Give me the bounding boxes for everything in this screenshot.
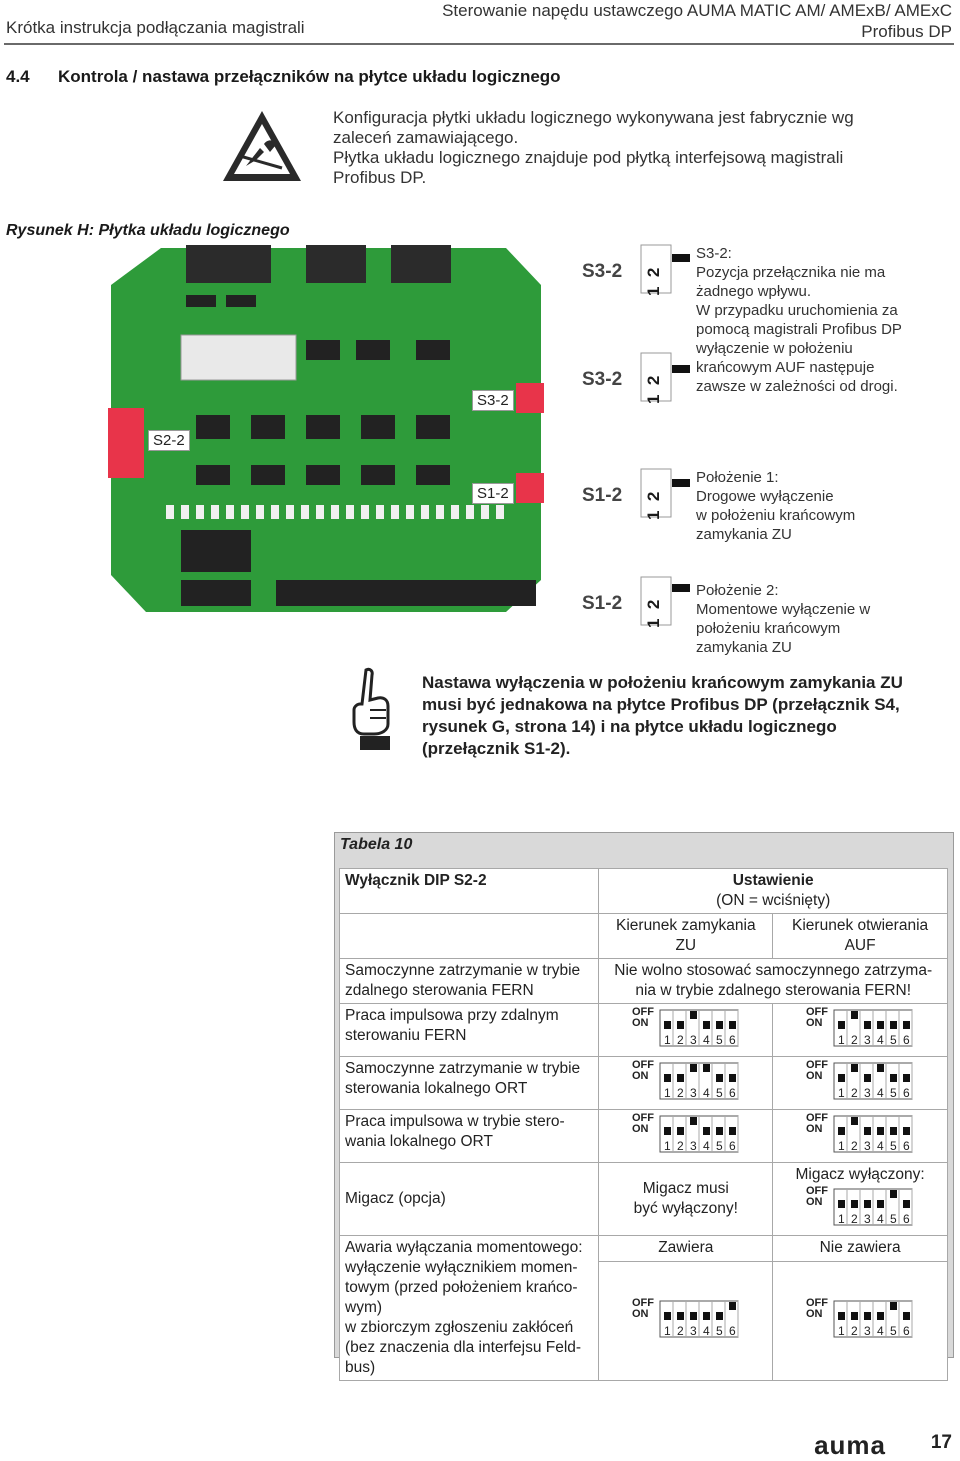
header-left-title: Krótka instrukcja podłączania magistrali (6, 18, 305, 37)
dip-toggle (664, 1127, 671, 1135)
row-label: Praca impulsowa w trybie stero- wania lokalnego ORT (340, 1110, 599, 1163)
dip-toggle (703, 1021, 710, 1029)
dip-digit: 4 (877, 1324, 884, 1338)
auma-logo: auma (814, 1430, 886, 1460)
dip-toggle (877, 1127, 884, 1135)
dip-toggle (716, 1312, 723, 1320)
dip-digit: 5 (715, 1086, 723, 1100)
dip-digit: 5 (715, 1324, 723, 1338)
dip-toggle (851, 1064, 858, 1072)
dip-digit: 4 (877, 1139, 884, 1153)
dip-toggle (838, 1200, 845, 1208)
dip-toggle (903, 1200, 910, 1208)
text-line: W przypadku uruchomienia za (696, 302, 898, 319)
dip-digit: 6 (728, 1324, 736, 1338)
dip-digit: 5 (890, 1324, 897, 1338)
dip-toggle (690, 1064, 697, 1072)
dip-digit: 4 (877, 1212, 884, 1226)
dip-switch-diagram (630, 1297, 742, 1339)
settings-subheader: (ON = wciśnięty) (716, 892, 831, 909)
s12-pos1-description (696, 468, 956, 544)
blinker-close-cell: Migacz musi być wyłączony! (599, 1163, 773, 1236)
board-label-s12: S1-2 (472, 483, 514, 504)
dip-switch-diagram (804, 1112, 916, 1154)
dip-digit: 2 (676, 1324, 684, 1338)
dip-cell-close (599, 1004, 773, 1057)
dip-digit: 2 (676, 1139, 684, 1153)
switch-digits: 1 2 (644, 375, 663, 404)
text-line: Położenie 1: (696, 469, 779, 486)
dip-toggle (677, 1074, 684, 1082)
text-line: krańcowym AUF następuje (696, 359, 875, 376)
dip-toggle (703, 1064, 710, 1072)
section-number: 4.4 (6, 67, 30, 86)
intro-line: zaleceń zamawiającego. (333, 128, 519, 147)
dip-toggle (864, 1312, 871, 1320)
switch-code: S1-2 (582, 593, 623, 614)
dip-toggle (838, 1021, 845, 1029)
dip-toggle (677, 1127, 684, 1135)
note-line: Nastawa wyłączenia w położeniu krańcowym zamykania ZU (422, 673, 903, 692)
dip-switch-diagram (630, 1006, 742, 1048)
dip-on-label: ON (631, 1070, 649, 1082)
dip-digit: 3 (689, 1033, 697, 1047)
table-row (340, 1057, 948, 1110)
torque-open-label: Nie zawiera (773, 1236, 948, 1262)
merged-setting-cell: Nie wolno stosować samoczynnego zatrzyma- nia w trybie zdalnego sterowania FERN! (599, 959, 948, 1004)
dip-off-label: OFF (631, 1059, 654, 1071)
dip-switch-diagram (630, 1112, 742, 1154)
text-line: zawsze w zależności od drogi. (696, 378, 898, 395)
dip-off-label: OFF (631, 1112, 654, 1124)
dip-toggle (864, 1127, 871, 1135)
dip-off-label: OFF (806, 1059, 829, 1071)
dir-open-header: Kierunek otwierania AUF (773, 914, 948, 959)
row-label: Samoczynne zatrzymanie w trybie sterowania lokalnego ORT (340, 1057, 599, 1110)
dip-off-label: OFF (631, 1297, 654, 1309)
dip-digit: 5 (890, 1212, 897, 1226)
dip-digit: 4 (702, 1324, 710, 1338)
dip-toggle (716, 1127, 723, 1135)
dip-toggle (729, 1127, 736, 1135)
dip-digit: 5 (890, 1033, 897, 1047)
dip-toggle (716, 1074, 723, 1082)
dip-toggle (864, 1021, 871, 1029)
dip-toggle (690, 1117, 697, 1125)
dip-digit: 2 (851, 1212, 858, 1226)
dip-toggle (729, 1302, 736, 1310)
dip-digit: 2 (676, 1086, 684, 1100)
dip-toggle (903, 1074, 910, 1082)
dip-off-label: OFF (806, 1185, 829, 1197)
dip-cell-close (599, 1262, 773, 1381)
dip-on-label: ON (806, 1017, 823, 1029)
s12-pos2-description (696, 581, 956, 657)
intro-line: Płytka układu logicznego znajduje pod płytką interfejsową magistrali (333, 148, 844, 167)
section-title: Kontrola / nastawa przełączników na płytce układu logicznego (58, 67, 561, 86)
dip-switch-diagram (804, 1185, 916, 1227)
dip-digit: 2 (851, 1139, 858, 1153)
blinker-open-cell: Migacz wyłączony: OFF ON 1 2 3 4 5 6 (773, 1163, 948, 1236)
dip-off-label: OFF (806, 1112, 829, 1124)
note-line: (przełącznik S1-2). (422, 739, 571, 758)
torque-close-label: Zawiera (599, 1236, 773, 1262)
header-rule (4, 43, 954, 45)
s32-description (696, 244, 956, 396)
empty-cell (340, 914, 599, 959)
figure-title: Rysunek H: Płytka układu logicznego (6, 222, 290, 239)
dip-cell-open (773, 1057, 948, 1110)
dip-digit: 3 (689, 1086, 697, 1100)
dip-on-label: ON (806, 1123, 823, 1135)
dip-digit: 6 (903, 1212, 910, 1226)
text-line: żadnego wpływu. (696, 283, 812, 300)
dip-digit: 1 (838, 1212, 845, 1226)
dip-digit: 3 (864, 1033, 871, 1047)
dip-toggle (890, 1190, 897, 1198)
dip-on-label: ON (806, 1308, 823, 1320)
dip-digit: 4 (702, 1139, 710, 1153)
intro-line: Profibus DP. (333, 168, 427, 187)
pointing-hand-icon (348, 666, 396, 752)
dip-digit: 6 (728, 1086, 736, 1100)
text-line: Pozycja przełącznika nie ma (696, 264, 886, 281)
dip-toggle (690, 1312, 697, 1320)
dip-toggle (903, 1127, 910, 1135)
dip-digit: 6 (728, 1139, 736, 1153)
row-label: Praca impulsowa przy zdalnym sterowaniu FERN (340, 1004, 599, 1057)
dip-toggle (664, 1074, 671, 1082)
dip-on-label: ON (631, 1017, 649, 1029)
dip-toggle (864, 1200, 871, 1208)
table-row (340, 1236, 948, 1262)
dip-digit: 2 (851, 1033, 858, 1047)
dip-digit: 4 (877, 1033, 884, 1047)
dip-toggle (890, 1074, 897, 1082)
dip-digit: 3 (864, 1139, 871, 1153)
dip-digit: 6 (903, 1086, 910, 1100)
dip-toggle (851, 1200, 858, 1208)
table-row (340, 1110, 948, 1163)
dip-digit: 5 (890, 1139, 897, 1153)
intro-text (333, 108, 933, 188)
dip-toggle (729, 1074, 736, 1082)
text-line: Momentowe wyłączenie w (696, 601, 871, 618)
dip-digit: 1 (838, 1033, 845, 1047)
row-label: Migacz (opcja) (340, 1163, 599, 1236)
dip-cell-open (773, 1110, 948, 1163)
note-line: musi być jednakowa na płytce Profibus DP (przełącznik S4, (422, 695, 900, 714)
dip-toggle (690, 1011, 697, 1019)
dip-off-label: OFF (806, 1006, 829, 1018)
dip-toggle (729, 1021, 736, 1029)
dip-digit: 1 (663, 1139, 671, 1153)
dip-digit: 3 (689, 1324, 697, 1338)
dip-on-label: ON (806, 1070, 823, 1082)
dip-toggle (851, 1011, 858, 1019)
table-header-row (340, 869, 948, 914)
dip-digit: 3 (864, 1212, 871, 1226)
dip-digit: 3 (864, 1086, 871, 1100)
dip-toggle (851, 1117, 858, 1125)
table-row (340, 1163, 948, 1236)
dip-digit: 2 (851, 1086, 858, 1100)
dir-close-header: Kierunek zamykania ZU (599, 914, 773, 959)
dip-digit: 5 (715, 1139, 723, 1153)
header-right-line1: Sterowanie napędu ustawczego AUMA MATIC AM/ AMExB/ AMExC (442, 1, 952, 20)
intro-line: Konfiguracja płytki układu logicznego wykonywana jest fabrycznie wg (333, 108, 854, 127)
dip-digit: 6 (903, 1324, 910, 1338)
dip-digit: 1 (838, 1324, 845, 1338)
section-heading (6, 67, 561, 87)
text-line: zamykania ZU (696, 639, 792, 656)
dip-toggle (716, 1021, 723, 1029)
table-title: Tabela 10 (340, 836, 413, 853)
dip-switch-diagram (630, 1059, 742, 1101)
dip-toggle (877, 1312, 884, 1320)
dip-toggle (877, 1064, 884, 1072)
dip-digit: 1 (663, 1033, 671, 1047)
row-label: Samoczynne zatrzymanie w trybie zdalnego sterowania FERN (340, 959, 599, 1004)
text-line: S3-2: (696, 245, 732, 262)
dip-toggle (703, 1127, 710, 1135)
dip-switch-diagram (804, 1059, 916, 1101)
dip-toggle (838, 1127, 845, 1135)
text-line: zamykania ZU (696, 526, 792, 543)
dip-toggle (838, 1074, 845, 1082)
dip-digit: 5 (890, 1086, 897, 1100)
dip-toggle (890, 1127, 897, 1135)
dip-digit: 6 (903, 1033, 910, 1047)
note-line: rysunek G, strona 14) i na płytce układu logicznego (422, 717, 837, 736)
board-label-s32: S3-2 (472, 390, 514, 411)
dip-on-label: ON (631, 1308, 649, 1320)
dip-toggle (851, 1312, 858, 1320)
dip-cell-open (773, 1004, 948, 1057)
dip-digit: 5 (715, 1033, 723, 1047)
dip-toggle (903, 1312, 910, 1320)
dip-off-label: OFF (631, 1006, 654, 1018)
switch-digits: 1 2 (644, 599, 663, 628)
text-line: Drogowe wyłączenie (696, 488, 834, 505)
dip-switch-diagram (804, 1006, 916, 1048)
dip-toggle (677, 1312, 684, 1320)
text-line: wyłączenie w położeniu (696, 340, 853, 357)
col-header-settings (599, 869, 948, 914)
dip-digit: 3 (864, 1324, 871, 1338)
esd-warning-icon (220, 108, 304, 184)
dip-toggle (864, 1074, 871, 1082)
dip-toggle (838, 1312, 845, 1320)
dip-on-label: ON (631, 1123, 649, 1135)
dip-toggle (877, 1200, 884, 1208)
dip-toggle (903, 1021, 910, 1029)
dip-digit: 2 (676, 1033, 684, 1047)
switch-code: S3-2 (582, 369, 623, 390)
dip-digit: 2 (851, 1324, 858, 1338)
dip-toggle (890, 1302, 897, 1310)
dip-toggle (664, 1312, 671, 1320)
board-label-s22: S2-2 (148, 430, 190, 451)
col-header-switch: Wyłącznik DIP S2-2 (340, 869, 599, 914)
dip-digit: 3 (689, 1139, 697, 1153)
table-row (340, 1004, 948, 1057)
dip-cell-close (599, 1110, 773, 1163)
switch-code: S1-2 (582, 485, 623, 506)
table-row (340, 959, 948, 1004)
dip-toggle (703, 1312, 710, 1320)
dip-switch-diagram (804, 1297, 916, 1339)
text-line: pomocą magistrali Profibus DP (696, 321, 902, 338)
dip-digit: 4 (702, 1033, 710, 1047)
dip-off-label: OFF (806, 1297, 829, 1309)
text-line: w położeniu krańcowym (696, 507, 856, 524)
dip-toggle (877, 1021, 884, 1029)
dip-digit: 1 (663, 1086, 671, 1100)
switch-digits: 1 2 (644, 491, 663, 520)
switch-code: S3-2 (582, 261, 623, 282)
header-right-title (442, 0, 952, 42)
dip-cell-open (773, 1262, 948, 1381)
dip-digit: 6 (903, 1139, 910, 1153)
dip-switch-table (339, 868, 948, 1381)
page-number: 17 (930, 1432, 952, 1453)
logic-board-image (106, 240, 556, 615)
important-note (422, 672, 952, 760)
dip-on-label: ON (806, 1196, 823, 1208)
dip-toggle (677, 1021, 684, 1029)
dip-cell-close (599, 1057, 773, 1110)
dip-digit: 6 (728, 1033, 736, 1047)
table-direction-row (340, 914, 948, 959)
dip-digit: 1 (663, 1324, 671, 1338)
dip-digit: 1 (838, 1086, 845, 1100)
dip-digit: 4 (702, 1086, 710, 1100)
header-right-line2: Profibus DP (861, 22, 952, 41)
row-label: Awaria wyłączania momentowego: wyłączenie wyłącznikiem momen- towym (przed położeniem krańco- wym) w zbiorczym zgłoszeniu zakłóceń (bez znaczenia dla interfejsu Feld- bus) (340, 1236, 599, 1381)
dip-toggle (664, 1021, 671, 1029)
switch-digits: 1 2 (644, 267, 663, 296)
settings-header: Ustawienie (732, 872, 814, 889)
text-line: Położenie 2: (696, 582, 779, 599)
dip-digit: 1 (838, 1139, 845, 1153)
dip-digit: 4 (877, 1086, 884, 1100)
dip-toggle (890, 1021, 897, 1029)
text-line: położeniu krańcowym (696, 620, 841, 637)
